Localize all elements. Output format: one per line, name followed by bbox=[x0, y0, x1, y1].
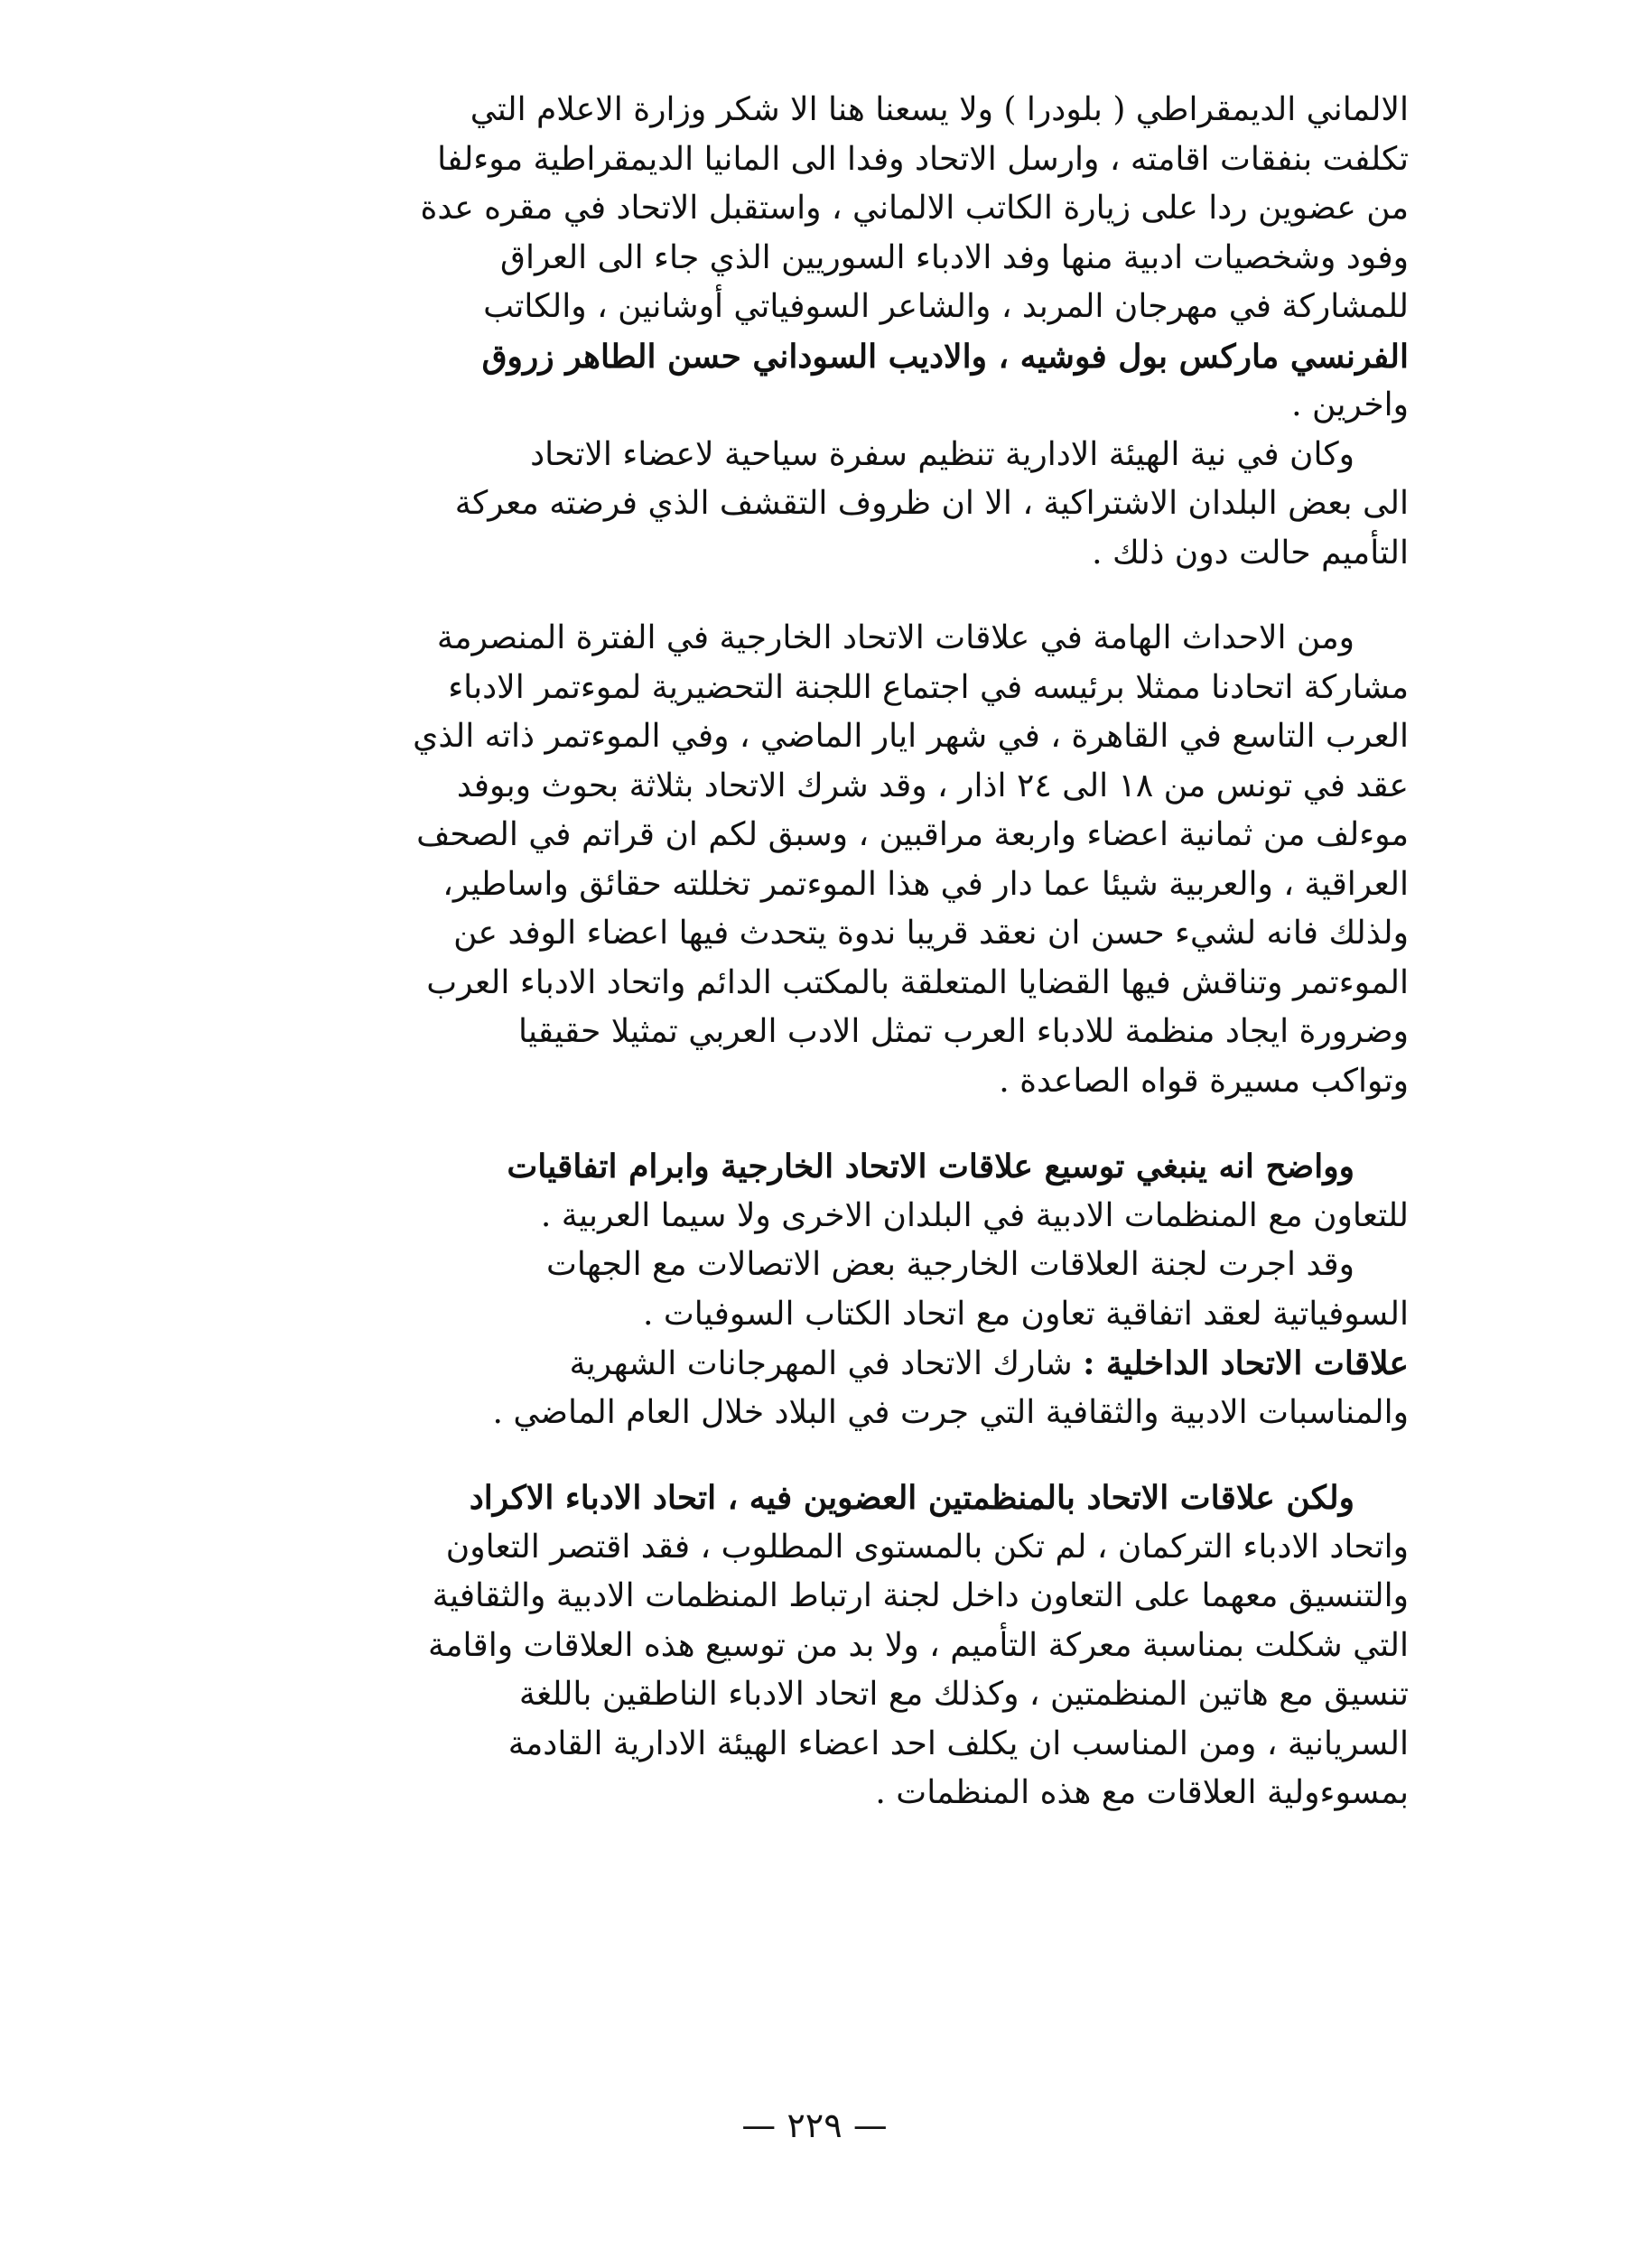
paragraph-member-organizations bbox=[208, 1473, 1409, 1818]
text-line: واخرين . bbox=[1291, 386, 1409, 423]
text-line: من عضوين ردا على زيارة الكاتب الالماني ، واستقبل الاتحاد في مقره عدة bbox=[420, 190, 1409, 227]
document-page bbox=[208, 86, 1409, 2217]
text-line: التي شكلت بمناسبة معركة التأميم ، ولا بد من توسيع هذه العلاقات واقامة bbox=[427, 1626, 1409, 1664]
paragraph-german-delegation bbox=[208, 86, 1409, 431]
text-line: الالماني الديمقراطي ( بلودرا ) ولا يسعنا هنا الا شكر وزارة الاعلام التي bbox=[470, 91, 1409, 128]
text-line: ومن الاحداث الهامة في علاقات الاتحاد الخارجية في الفترة المنصرمة bbox=[436, 619, 1354, 656]
text-line: وضرورة ايجاد منظمة للادباء العرب تمثل الادب العربي تمثيلا حقيقيا bbox=[517, 1013, 1409, 1050]
text-line bbox=[208, 1339, 1409, 1389]
paragraph-internal-relations bbox=[208, 1339, 1409, 1437]
text-line: وواضح انه ينبغي توسيع علاقات الاتحاد الخارجية وابرام اتفاقيات bbox=[507, 1148, 1354, 1185]
text-line: والتنسيق معهما على التعاون داخل لجنة ارتباط المنظمات الادبية والثقافية bbox=[432, 1577, 1409, 1614]
text-line: وتواكب مسيرة قواه الصاعدة . bbox=[999, 1062, 1409, 1100]
paragraph-arab-writers-conference bbox=[208, 614, 1409, 1106]
text-line: الفرنسي ماركس بول فوشيه ، والاديب السوداني حسن الطاهر زروق bbox=[481, 337, 1409, 376]
text-line: موءلف من ثمانية اعضاء واربعة مراقبين ، وسبق لكم ان قراتم في الصحف bbox=[416, 816, 1409, 853]
paragraph-soviet-contacts bbox=[208, 1241, 1409, 1339]
text-line: ولذلك فانه لشيء حسن ان نعقد قريبا ندوة يتحدث فيها اعضاء الوفد عن bbox=[453, 915, 1409, 952]
text-line: واتحاد الادباء التركمان ، لم تكن بالمستوى المطلوب ، فقد اقتصر التعاون bbox=[445, 1528, 1409, 1566]
paragraph-tourist-trip bbox=[208, 431, 1409, 579]
paragraph-external-relations bbox=[208, 1142, 1409, 1241]
text-line: للمشاركة في مهرجان المربد ، والشاعر السوفياتي أوشانين ، والكاتب bbox=[483, 288, 1409, 325]
text-line: الى بعض البلدان الاشتراكية ، الا ان ظروف التقشف الذي فرضته معركة bbox=[454, 485, 1409, 522]
text-line: وقد اجرت لجنة العلاقات الخارجية بعض الاتصالات مع الجهات bbox=[545, 1246, 1354, 1283]
text-line: العرب التاسع في القاهرة ، في شهر ايار الماضي ، وفي الموءتمر ذاته الذي bbox=[413, 718, 1409, 755]
text-line: بمسوءولية العلاقات مع هذه المنظمات . bbox=[875, 1774, 1409, 1811]
text-line: وفود وشخصيات ادبية منها وفد الادباء السوريين الذي جاء الى العراق bbox=[500, 238, 1409, 276]
section-heading: علاقات الاتحاد الداخلية : bbox=[1083, 1344, 1409, 1382]
text-line: تنسيق مع هاتين المنظمتين ، وكذلك مع اتحاد الادباء الناطقين باللغة bbox=[518, 1676, 1409, 1713]
text-line: مشاركة اتحادنا ممثلا برئيسه في اجتماع اللجنة التحضيرية لموءتمر الادباء bbox=[448, 668, 1409, 706]
text-line: العراقية ، والعربية شيئا عما دار في هذا الموءتمر تخللته حقائق واساطير، bbox=[442, 865, 1409, 903]
page-number: — ٢٢٩ — bbox=[741, 2105, 888, 2145]
text-line: عقد في تونس من ١٨ الى ٢٤ اذار ، وقد شرك الاتحاد بثلاثة بحوث وبوفد bbox=[456, 767, 1409, 804]
text-line: للتعاون مع المنظمات الادبية في البلدان الاخرى ولا سيما العربية . bbox=[540, 1196, 1409, 1234]
heading-rest-text: شارك الاتحاد في المهرجانات الشهرية bbox=[569, 1345, 1073, 1382]
text-line: السريانية ، ومن المناسب ان يكلف احد اعضاء الهيئة الادارية القادمة bbox=[507, 1724, 1409, 1762]
text-line: التأميم حالت دون ذلك . bbox=[1092, 534, 1409, 572]
text-line: تكلفت بنفقات اقامته ، وارسل الاتحاد وفدا الى المانيا الديمقراطية موءلفا bbox=[437, 140, 1409, 178]
text-line: السوفياتية لعقد اتفاقية تعاون مع اتحاد الكتاب السوفيات . bbox=[643, 1295, 1409, 1333]
text-line: وكان في نية الهيئة الادارية تنظيم سفرة سياحية لاعضاء الاتحاد bbox=[530, 435, 1354, 473]
text-line: والمناسبات الادبية والثقافية التي جرت في البلاد خلال العام الماضي . bbox=[492, 1393, 1409, 1431]
text-line: الموءتمر وتناقش فيها القضايا المتعلقة بالمكتب الدائم واتحاد الادباء العرب bbox=[426, 963, 1409, 1001]
text-line: ولكن علاقات الاتحاد بالمنظمتين العضوين فيه ، اتحاد الادباء الاكراد bbox=[469, 1479, 1354, 1517]
